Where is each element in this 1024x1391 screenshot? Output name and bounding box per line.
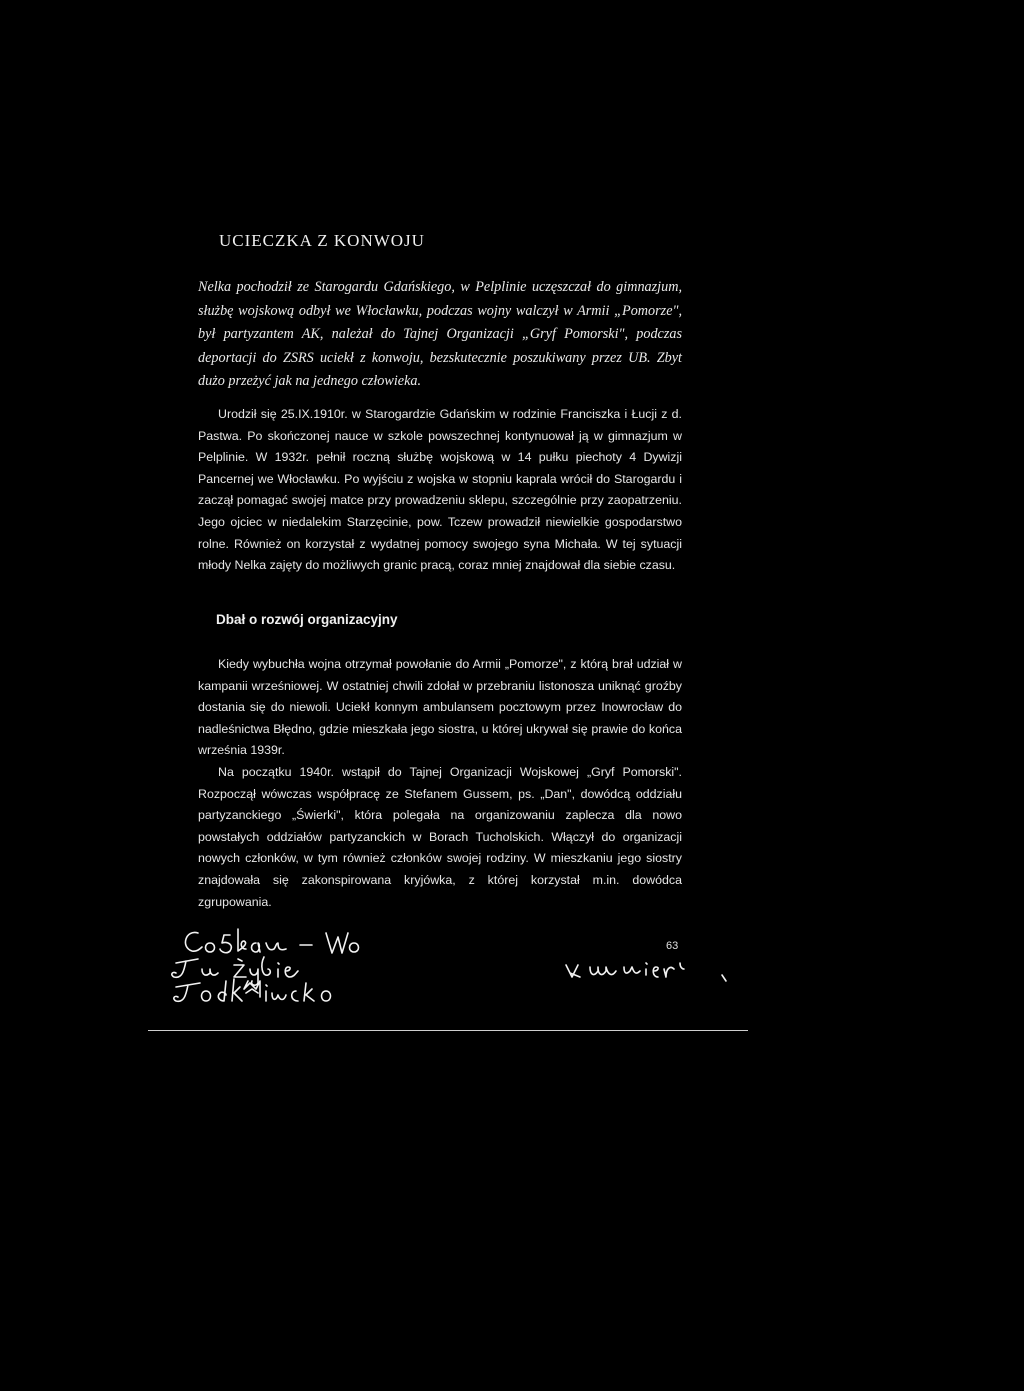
article-abstract: Nelka pochodził ze Starogardu Gdańskiego, w Pelplinie uczęszczał do gimnazjum, służbę wojskową odbył we Włocławku, podczas wojny walczył w Armii „Pomorze", był partyzantem AK, należał do Tajnej Organizacji „Gryf Pomorski", podczas deportacji do ZSRS uciekł z konwoju, bezskutecznie poszukiwany przez UB. Zbyt dużo przeżyć jak na jednego człowieka. — [198, 279, 682, 390]
paragraph-gryf: Na początku 1940r. wstąpił do Tajnej Organizacji Wojskowej „Gryf Pomorski". Rozpoczął wówczas współpracę ze Stefanem Gussem, ps. „Dan", dowódcą oddziału partyzanckiego „Świerki", która polegała na organizowaniu zaplecza dla nowo powstałych oddziałów partyzanckich w Borach Tucholskich. Włączył do organizacji nowych członków, w tym również członków swojej rodziny. W mieszkaniu jego siostry znajdowała się zakonspirowana kryjówka, z której korzystał m.in. dowódca zgrupowania. — [198, 764, 682, 909]
article-body-part-1 — [198, 404, 682, 577]
handwritten-note — [140, 925, 740, 1005]
divider-line — [148, 1030, 748, 1031]
article-title: UCIECZKA Z KONWOJU — [219, 231, 425, 250]
article-body-part-2 — [198, 654, 682, 913]
page-number: 63 — [666, 940, 679, 952]
paragraph-birth: Urodził się 25.IX.1910r. w Starogardzie Gdańskim w rodzinie Franciszka i Łucji z d. Pastwa. Po skończonej nauce w szkole powszechnej kontynuował ją w gimnazjum w Pelplinie. W 1932r. pełnił roczną służbę wojskową w 14 pułku piechoty 4 Dywizji Pancernej we Włocławku. Po wyjściu z wojska w stopniu kaprala wrócił do Starogardu i zaczął pomagać swojej matce przy prowadzeniu sklepu, szczególnie przy zaopatrzeniu. Jego ojciec w niedalekim Starzęcinie, pow. Tczew prowadził niewielkie gospodarstwo rolne. Również on korzystał z wydatnej pomocy swojego syna Michała. W tej sytuacji młody Nelka zajęty do możliwych granic pracą, coraz mniej znajdował dla siebie czasu. — [198, 407, 682, 573]
section-heading: Dbał o rozwój organizacyjny — [216, 612, 398, 627]
paragraph-war: Kiedy wybuchła wojna otrzymał powołanie do Armii „Pomorze", z którą brał udział w kampanii wrześniowej. W ostatniej chwili zdołał w przebraniu listonosza uniknąć groźby dostania się do niewoli. Uciekł konnym ambulansem pocztowym przez Inowrocław do nadleśnictwa Błędno, gdzie mieszkała jego siostra, u której ukrywał się prawie do końca września 1939r. — [198, 657, 682, 758]
